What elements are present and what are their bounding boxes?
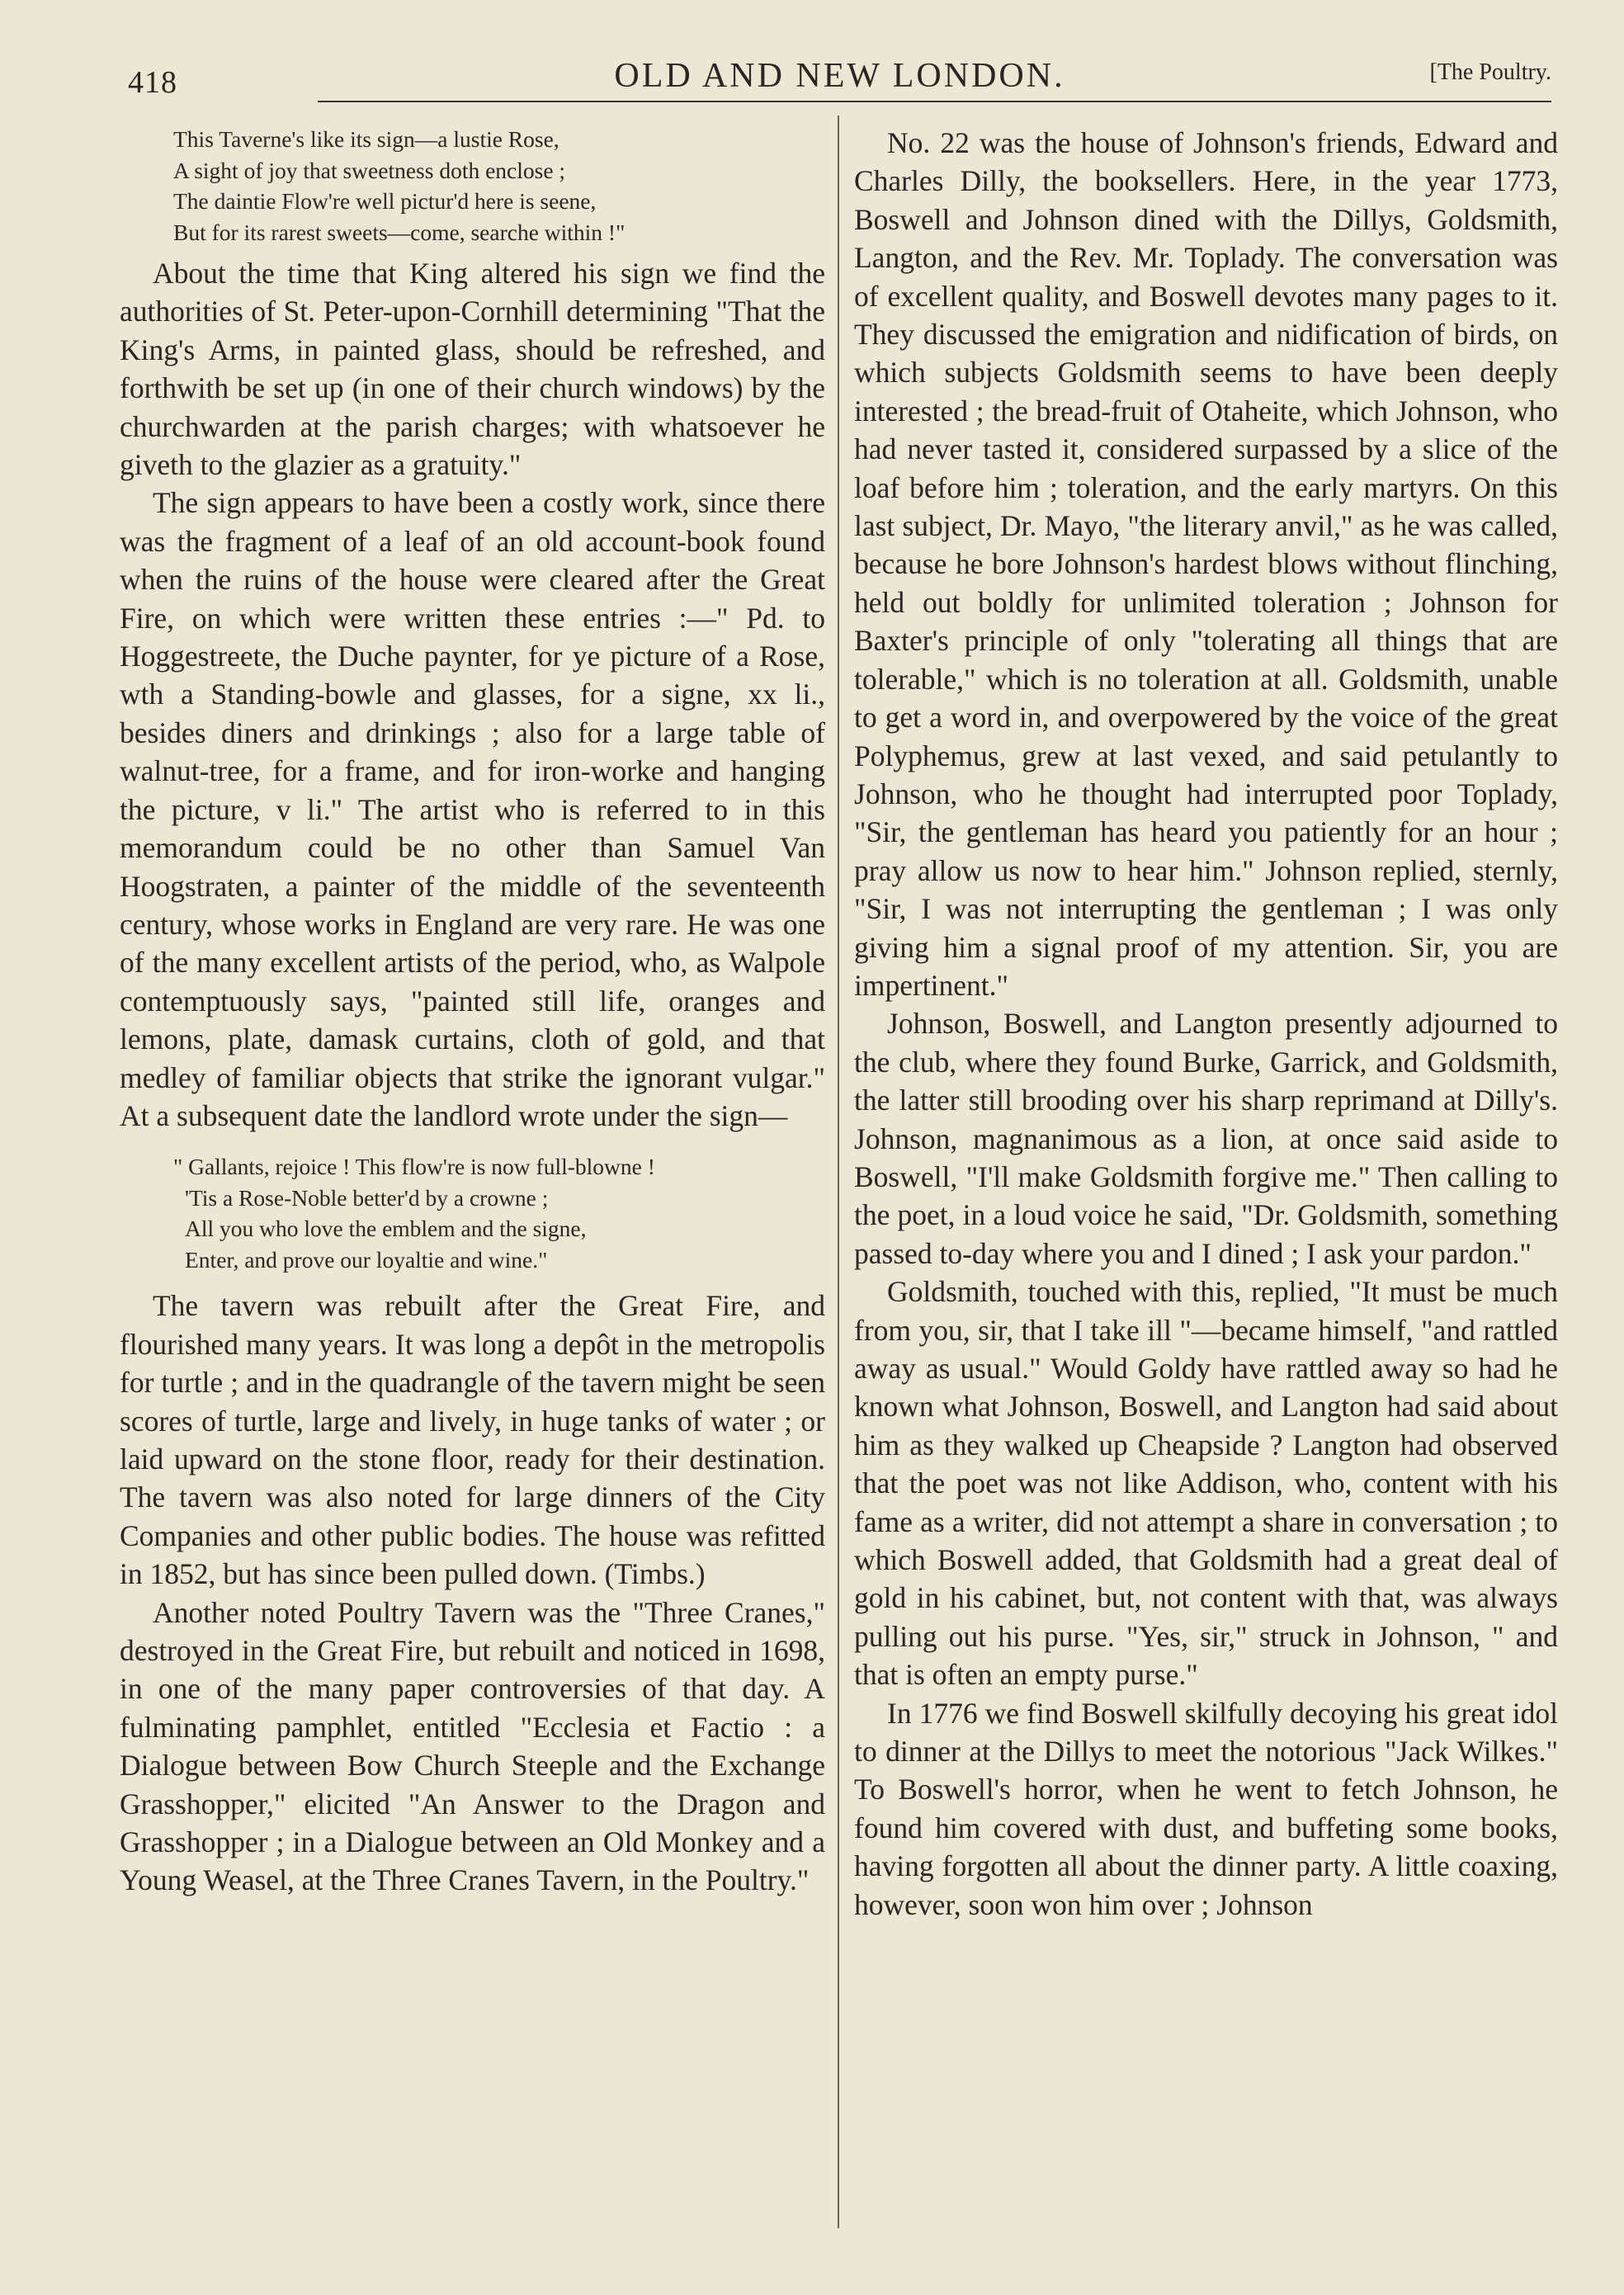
column-divider xyxy=(838,116,839,2228)
verse-line: The daintie Flow're well pictur'd here is seene, xyxy=(173,188,597,214)
section-title: [The Poultry. xyxy=(1429,59,1551,85)
verse-line: " Gallants, rejoice ! This flow're is now full-blowne ! xyxy=(173,1154,655,1180)
paragraph: Goldsmith, touched with this, replied, "It must be much from you, sir, that I take ill "—became himself, "and rattled away as usual." Would Goldy have rattled away so had he known what Johnson, Boswell, and Langton had said about him as they walked up Cheapside ? Langton had observed that the poet was not like Addison, who, content with his fame as a writer, did not attempt a share in conversation ; to which Boswell added, that Goldsmith had a great deal of gold in his cabinet, but, not content with that, was always pulling out his purse. "Yes, sir," struck in Johnson, " and that is often an empty purse." xyxy=(854,1275,1558,1692)
page-header xyxy=(128,48,1551,100)
paragraph: Another noted Poultry Tavern was the "Three Cranes," destroyed in the Great Fire, but rebuilt and noticed in 1698, in one of the many paper controversies of that day. A fulminating pamphlet, entitled "Ecclesia et Factio : a Dialogue between Bow Church Steeple and the Exchange Grasshopper," elicited "An Answer to the Dragon and Grasshopper ; in a Dialogue between an Old Monkey and a Young Weasel, at the Three Cranes Tavern, in the Poultry." xyxy=(120,1595,825,1897)
verse-block xyxy=(120,124,825,248)
verse-line: A sight of joy that sweetness doth enclose ; xyxy=(173,157,566,183)
paragraph: No. 22 was the house of Johnson's friends, Edward and Charles Dilly, the booksellers. Here, in the year 1773, Boswell and Johnson dined with the Dillys, Goldsmith, Langton, and the Rev. Mr. Toplady. The conversation was of excellent quality, and Boswell devotes many pages to it. They discussed the emigration and nidification of birds, on which subjects Goldsmith seems to have been deeply interested ; the bread-fruit of Otaheite, which Johnson, who had never tasted it, considered surpassed by a slice of the loaf before him ; toleration, and the early martyrs. On this last subject, Dr. Mayo, "the literary anvil," as he was called, because he bore Johnson's hardest blows without flinching, held out boldly for unlimited toleration ; Johnson for Baxter's principle of only "tolerating all things that are tolerable," which is no toleration at all. Goldsmith, unable to get a word in, and overpowered by the voice of the great Polyphemus, grew at last vexed, and said petulantly to Johnson, who he thought had interrupted poor Toplady, "Sir, the gentleman has heard you patiently for an hour ; pray allow us now to hear him." Johnson replied, sternly, "Sir, I was not interrupting the gentleman ; I was only giving him a signal proof of my attention. Sir, you are impertinent." xyxy=(854,126,1558,1002)
paragraph: About the time that King altered his sign we find the authorities of St. Peter-upon-Cornhill determining "That the King's Arms, in painted glass, should be refreshed, and forthwith be set up (in one of their church windows) by the churchwarden at the parish charges; with whatsoever he giveth to the glazier as a gratuity." xyxy=(120,257,825,482)
page-number: 418 xyxy=(128,65,177,100)
running-title: OLD AND NEW LONDON. xyxy=(614,57,1065,95)
paragraph: Johnson, Boswell, and Langton presently adjourned to the club, where they found Burke, Garrick, and Goldsmith, the latter still brooding over his sharp reprimand at Dilly's. Johnson, magnanimous as a lion, at once said aside to Boswell, "I'll make Goldsmith forgive me." Then calling to the poet, in a loud voice he said, "Dr. Goldsmith, something passed to-day where you and I dined ; I ask your pardon." xyxy=(854,1007,1558,1270)
header-rule xyxy=(318,101,1551,102)
verse-line: But for its rarest sweets—come, searche within !" xyxy=(173,219,626,245)
paragraph: In 1776 we find Boswell skilfully decoying his great idol to dinner at the Dillys to meet the notorious "Jack Wilkes." To Boswell's horror, when he went to fetch Johnson, he found him covered with dust, and buffeting some books, having forgotten all about the dinner party. A little coaxing, however, soon won him over ; Johnson xyxy=(854,1696,1558,1921)
verse-block xyxy=(120,1151,825,1275)
verse-line: 'Tis a Rose-Noble better'd by a crowne ; xyxy=(185,1184,549,1211)
verse-line: Enter, and prove our loyaltie and wine." xyxy=(185,1246,548,1273)
verse-line: All you who love the emblem and the signe, xyxy=(185,1216,587,1242)
left-column xyxy=(120,124,825,1900)
paragraph: The tavern was rebuilt after the Great Fire, and flourished many years. It was long a depôt in the metropolis for turtle ; and in the quadrangle of the tavern might be seen scores of turtle, large and lively, in huge tanks of water ; or laid upward on the stone floor, ready for their destination. The tavern was also noted for large dinners of the City Companies and other public bodies. The house was refitted in 1852, but has since been pulled down. (Timbs.) xyxy=(120,1289,825,1591)
right-column xyxy=(854,124,1558,1924)
verse-line: This Taverne's like its sign—a lustie Rose, xyxy=(173,126,559,152)
paragraph: The sign appears to have been a costly work, since there was the fragment of a leaf of an old account-book found when the ruins of the house were cleared after the Great Fire, on which were written these entries :—" Pd. to Hoggestreete, the Duche paynter, for ye picture of a Rose, wth a Standing-bowle and glasses, for a signe, xx li., besides diners and drinkings ; also for a large table of walnut-tree, for a frame, and for iron-worke and hanging the picture, v li." The artist who is referred to in this memorandum could be no other than Samuel Van Hoogstraten, a painter of the middle of the seventeenth century, whose works in England are very rare. He was one of the many excellent artists of the period, who, as Walpole contemptuously says, "painted still life, oranges and lemons, plate, damask curtains, cloth of gold, and that medley of familiar objects that strike the ignorant vulgar." At a subsequent date the landlord wrote under the sign— xyxy=(120,486,825,1132)
